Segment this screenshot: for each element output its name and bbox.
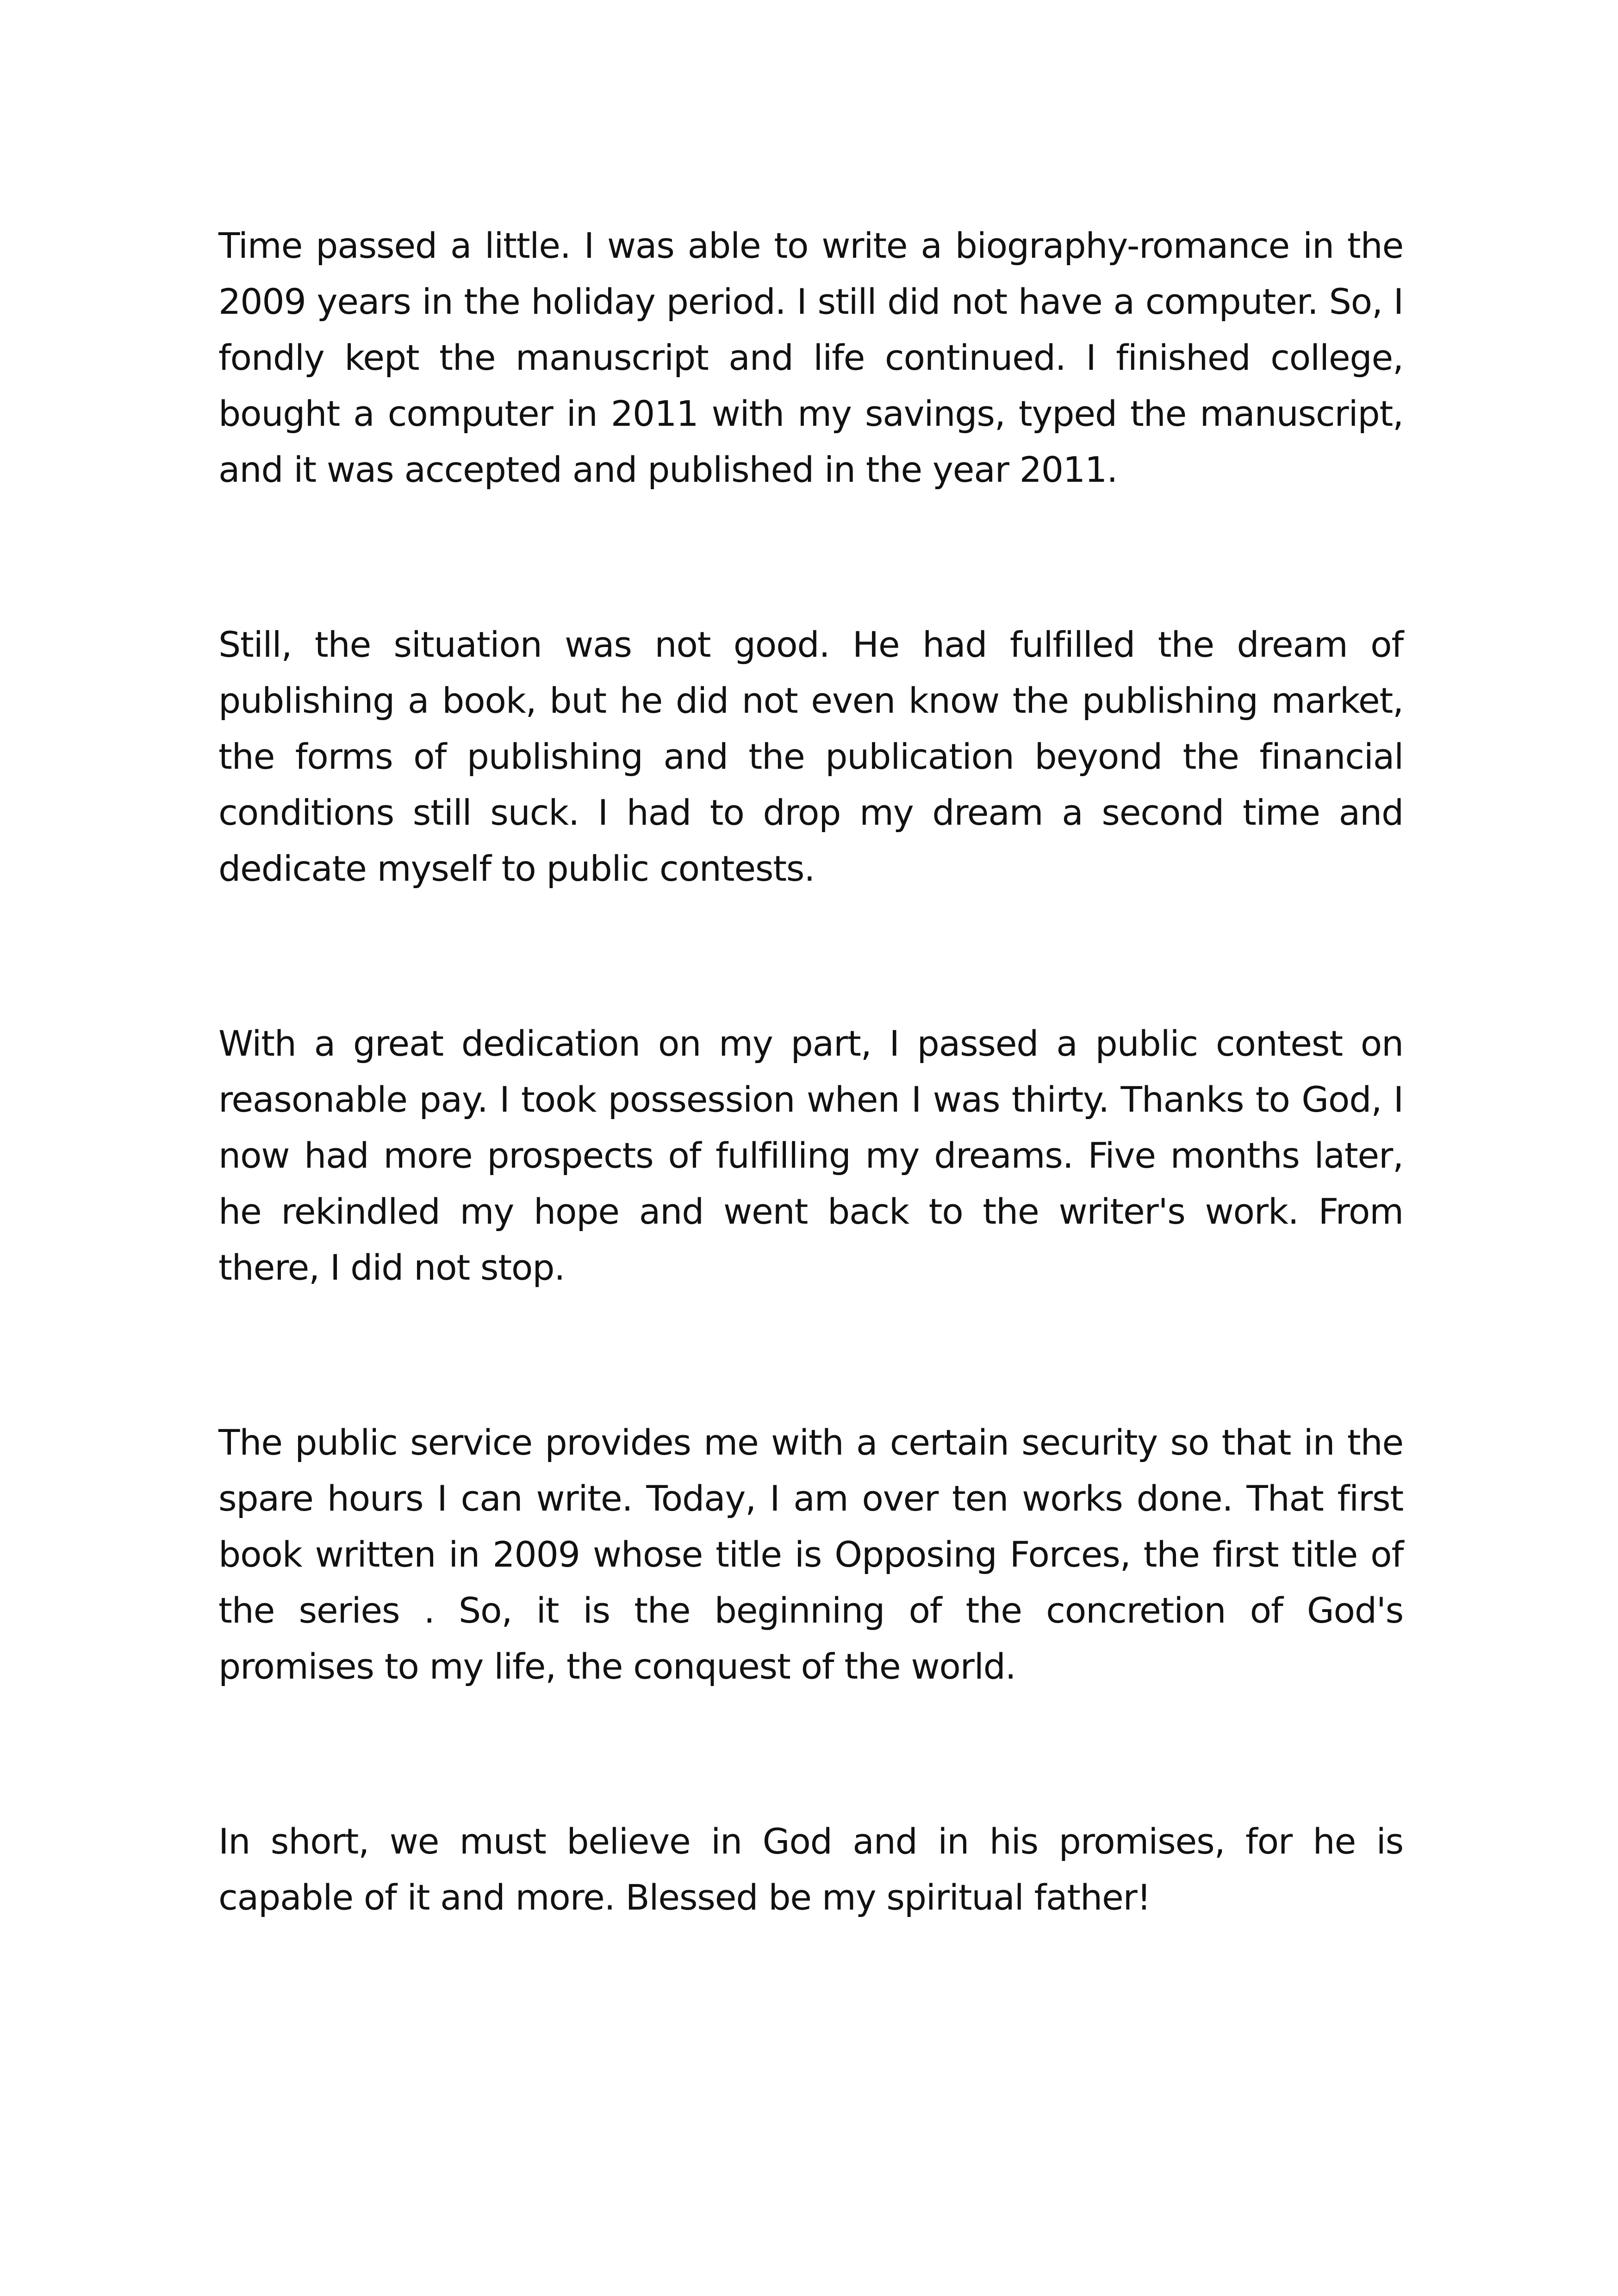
document-body xyxy=(218,218,1403,1925)
paragraph-gap xyxy=(218,498,1403,616)
paragraph-1: Time passed a little. I was able to write a biography-romance in the 2009 years in the holiday period. I still did not have a computer. So, I fondly kept the manuscript and life continued. I finished college, bought a computer in 2011 with my savings, typed the manuscript, and it was accepted and published in the year 2011. xyxy=(218,225,1403,490)
paragraph-2: Still, the situation was not good. He had fulfilled the dream of publishing a book, but he did not even know the publishing market, the forms of publishing and the publication beyond the financial conditions still suck. I had to drop my dream a second time and dedicate myself to public contests. xyxy=(218,624,1403,889)
paragraph-5: In short, we must believe in God and in his promises, for he is capable of it and more. Blessed be my spiritual father! xyxy=(218,1821,1403,1918)
paragraph-gap xyxy=(218,896,1403,1015)
paragraph-gap xyxy=(218,1694,1403,1813)
paragraph-4: The public service provides me with a certain security so that in the spare hours I can write. Today, I am over ten works done. That first book written in 2009 whose title is Opposing Forces, the first title of the series . So, it is the beginning of the concretion of God's promises to my life, the conquest of the world. xyxy=(218,1422,1403,1687)
paragraph-gap xyxy=(218,1295,1403,1414)
paragraph-3: With a great dedication on my part, I passed a public contest on reasonable pay. I took possession when I was thirty. Thanks to God, I now had more prospects of fulfilling my dreams. Five months later, he rekindled my hope and went back to the writer's work. From there, I did not stop. xyxy=(218,1023,1403,1288)
